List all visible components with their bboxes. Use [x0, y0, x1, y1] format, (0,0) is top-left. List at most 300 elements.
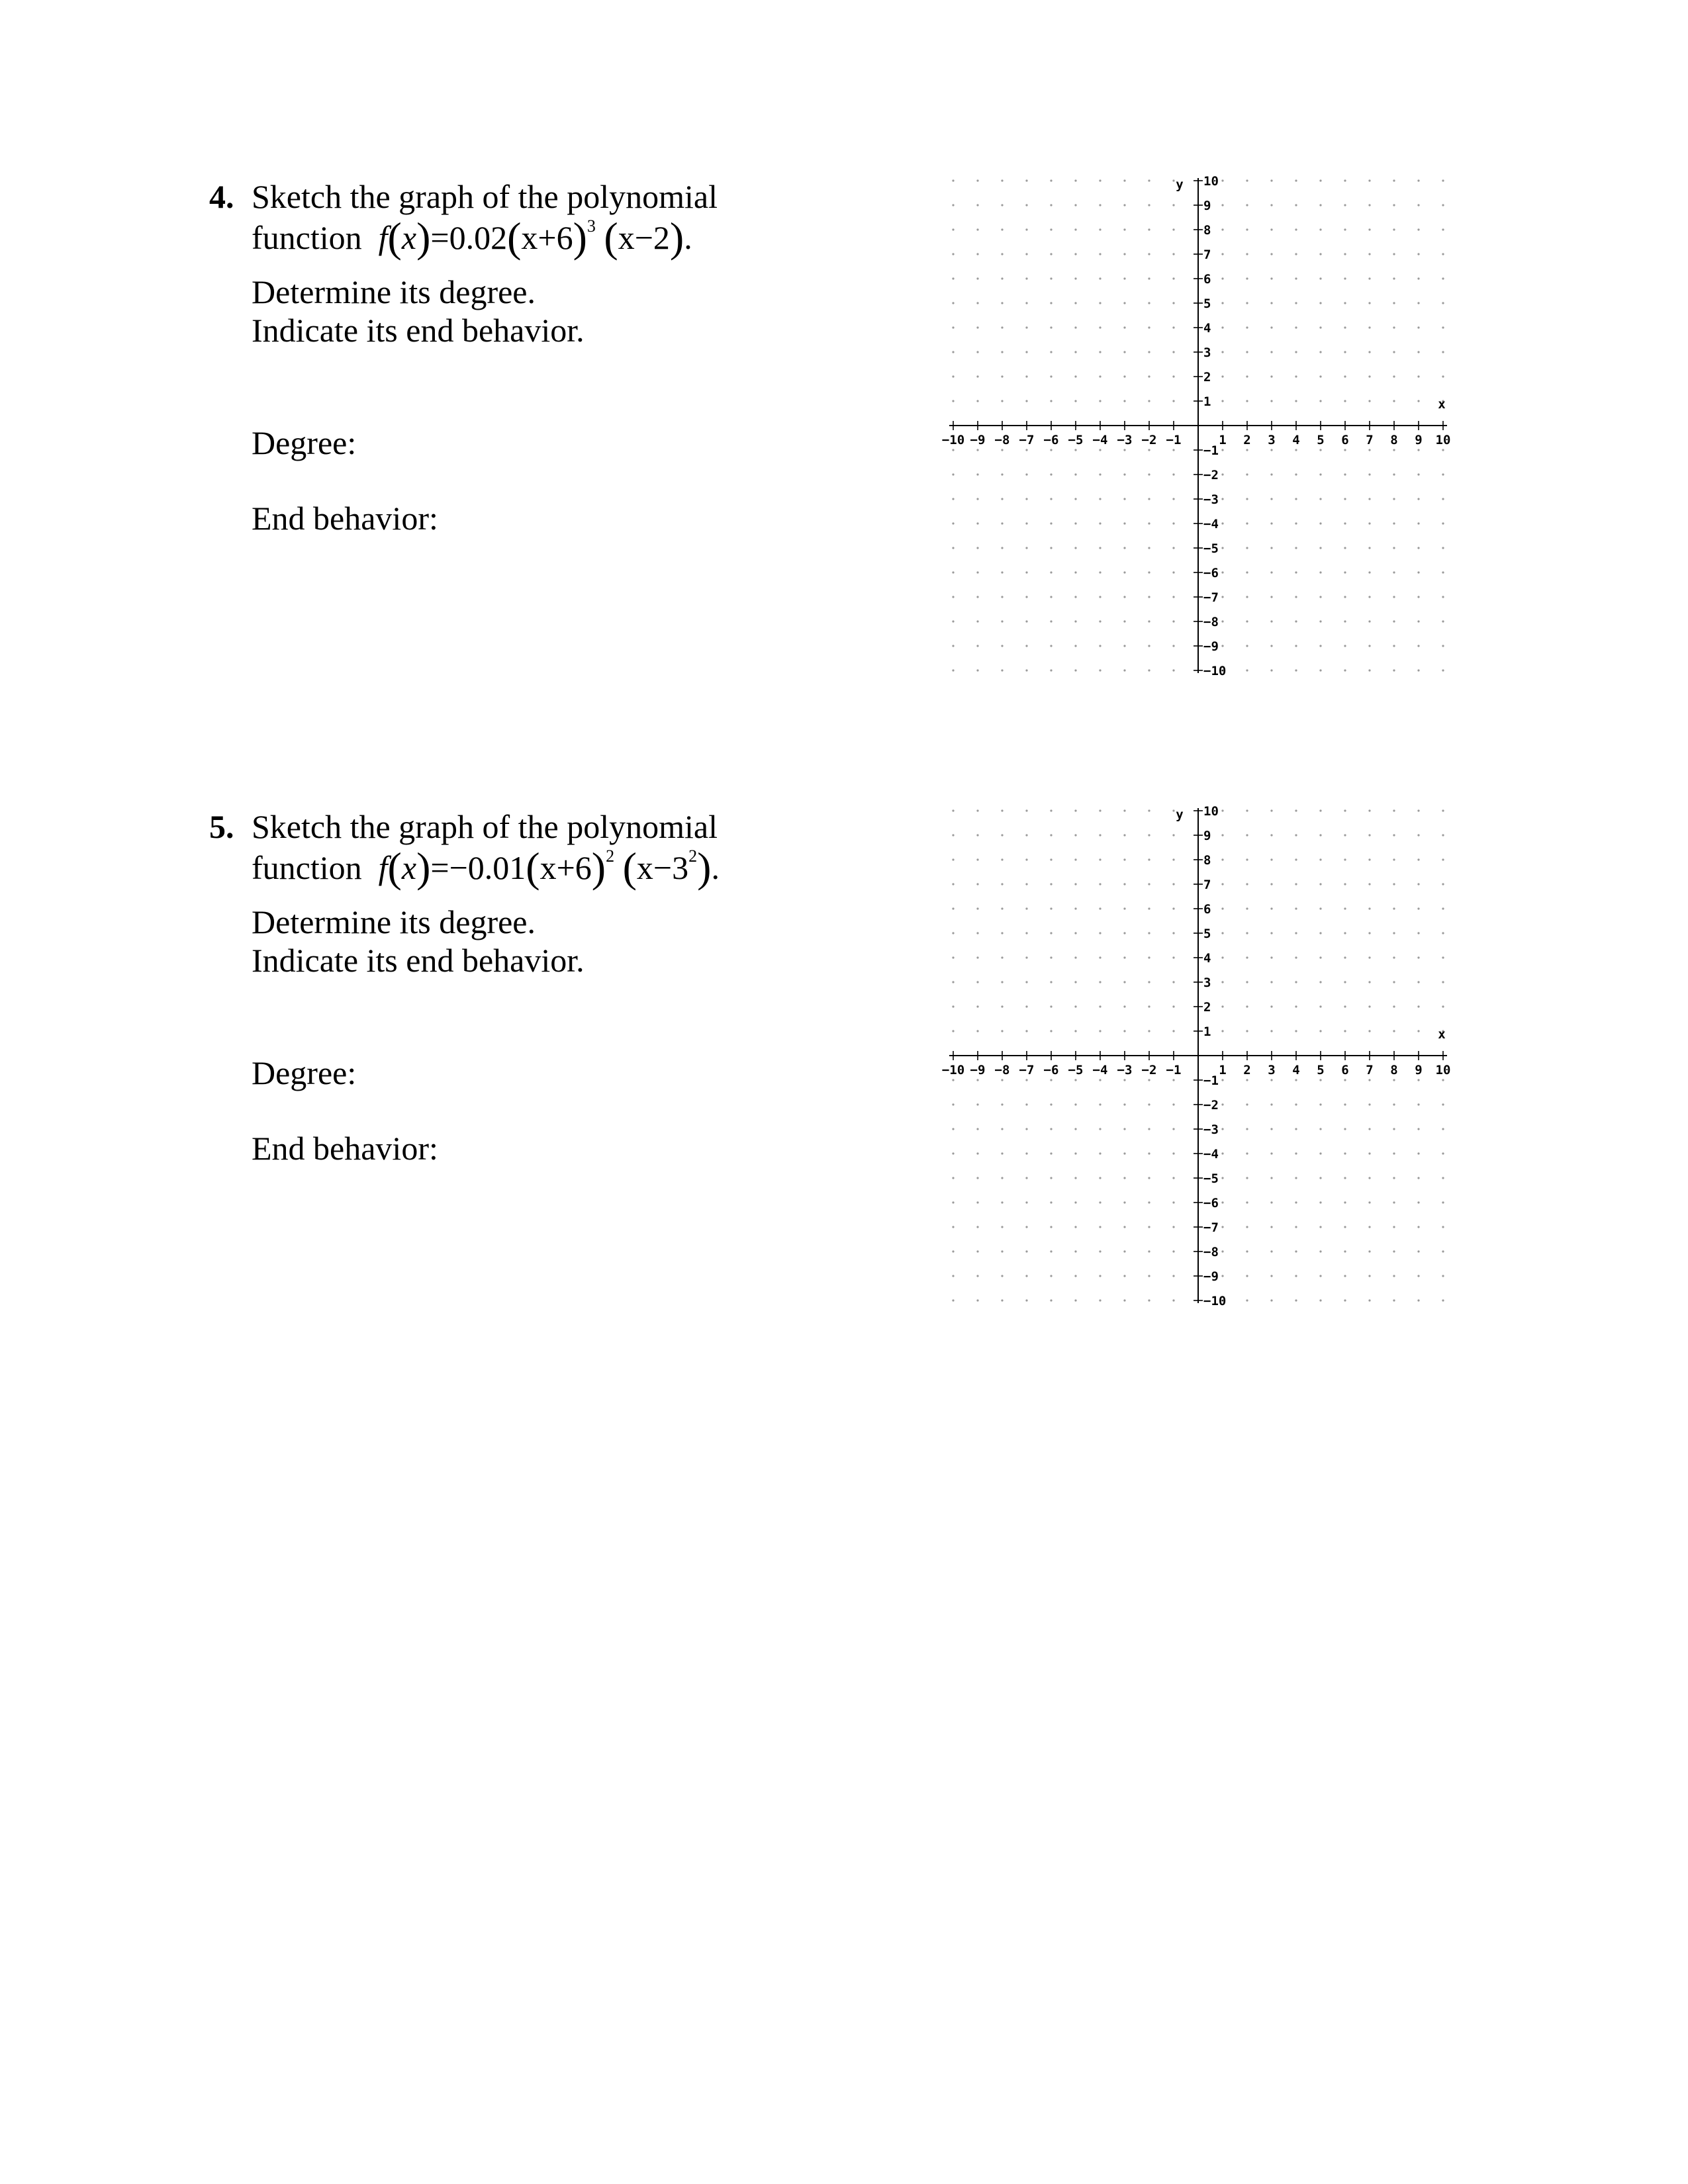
grid-dot: [1050, 228, 1052, 230]
grid-dot: [1368, 1275, 1370, 1277]
grid-dot: [1417, 834, 1419, 836]
grid-dot: [1148, 228, 1150, 230]
grid-dot: [1099, 883, 1101, 885]
grid-dot: [1417, 571, 1419, 573]
grid-dot: [952, 449, 954, 451]
function-formula: function $f(x)=-0.01(x+6)^2$ $(x-3^2)$.: [252, 844, 720, 891]
grid-dot: [1417, 228, 1419, 230]
grid-dot: [1295, 473, 1297, 475]
grid-dot: [1221, 883, 1223, 885]
grid-dot: [1001, 809, 1003, 811]
x-tick-label: 6: [1341, 433, 1349, 447]
grid-dot: [1442, 253, 1444, 255]
grid-dot: [1001, 228, 1003, 230]
end-behavior-label: End behavior:: [252, 1130, 438, 1167]
grid-dot: [1368, 1152, 1370, 1154]
grid-dot: [1344, 351, 1346, 353]
grid-dot: [1246, 1226, 1248, 1228]
grid-dot: [1270, 1226, 1272, 1228]
grid-dot: [1442, 1103, 1444, 1105]
grid-dot: [1123, 1079, 1125, 1081]
grid-dot: [1123, 179, 1125, 181]
grid-dot: [1368, 907, 1370, 909]
grid-dot: [1246, 883, 1248, 885]
grid-dot: [1270, 981, 1272, 983]
grid-dot: [1123, 883, 1125, 885]
grid-dot: [1319, 1299, 1321, 1301]
grid-dot: [1295, 547, 1297, 549]
grid-dot: [1074, 809, 1076, 811]
grid-dot: [1123, 907, 1125, 909]
grid-dot: [1074, 1030, 1076, 1032]
grid-dot: [1099, 571, 1101, 573]
grid-dot: [1270, 375, 1272, 377]
grid-dot: [1344, 375, 1346, 377]
grid-dot: [1368, 473, 1370, 475]
grid-dot: [1442, 449, 1444, 451]
grid-dot: [1295, 302, 1297, 304]
grid-dot: [1295, 253, 1297, 255]
grid-dot: [1025, 571, 1027, 573]
grid-dot: [952, 1201, 954, 1203]
grid-dot: [1368, 449, 1370, 451]
problem-5: [0, 630, 1688, 1308]
grid-dot: [976, 858, 978, 860]
grid-dot: [1001, 1226, 1003, 1228]
grid-dot: [1417, 473, 1419, 475]
grid-dot: [1074, 981, 1076, 983]
grid-dot: [1074, 1299, 1076, 1301]
grid-dot: [1319, 1201, 1321, 1203]
grid-dot: [1148, 498, 1150, 500]
grid-dot: [1123, 1103, 1125, 1105]
x-tick-label: −2: [1141, 1063, 1157, 1077]
grid-dot: [1025, 1275, 1027, 1277]
grid-dot: [1295, 1103, 1297, 1105]
grid-dot: [1319, 204, 1321, 206]
grid-dot: [1025, 326, 1027, 328]
grid-dot: [1393, 932, 1395, 934]
grid-dot: [1001, 1030, 1003, 1032]
grid-dot: [1344, 1250, 1346, 1252]
grid-dot: [1246, 302, 1248, 304]
grid-dot: [1368, 1250, 1370, 1252]
grid-dot: [1270, 1201, 1272, 1203]
y-tick-label: −9: [1203, 1269, 1219, 1284]
grid-dot: [1148, 1103, 1150, 1105]
grid-dot: [1001, 400, 1003, 402]
grid-dot: [1368, 204, 1370, 206]
grid-dot: [1368, 858, 1370, 860]
grid-dot: [1099, 981, 1101, 983]
grid-dot: [1074, 302, 1076, 304]
x-tick-label: 4: [1292, 433, 1300, 447]
grid-dot: [1442, 932, 1444, 934]
grid-dot: [1148, 204, 1150, 206]
grid-dot: [1074, 204, 1076, 206]
grid-dot: [1050, 858, 1052, 860]
x-tick-label: −7: [1019, 433, 1035, 447]
grid-dot: [1050, 1128, 1052, 1130]
grid-dot: [1393, 1128, 1395, 1130]
grid-dot: [1221, 809, 1223, 811]
grid-dot: [976, 1079, 978, 1081]
grid-dot: [1319, 228, 1321, 230]
y-tick-label: 2: [1203, 1000, 1211, 1015]
grid-dot: [1442, 1128, 1444, 1130]
grid-dot: [1442, 473, 1444, 475]
grid-dot: [1368, 956, 1370, 958]
grid-dot: [1074, 883, 1076, 885]
grid-dot: [976, 1177, 978, 1179]
grid-dot: [952, 1275, 954, 1277]
grid-dot: [976, 1005, 978, 1007]
grid-dot: [1099, 1030, 1101, 1032]
grid-dot: [1123, 596, 1125, 598]
grid-dot: [1295, 1152, 1297, 1154]
grid-dot: [1393, 277, 1395, 279]
grid-dot: [1172, 498, 1174, 500]
grid-dot: [1368, 571, 1370, 573]
grid-dot: [952, 277, 954, 279]
grid-dot: [1417, 1103, 1419, 1105]
x-tick-label: 1: [1219, 1063, 1227, 1077]
grid-dot: [1148, 1275, 1150, 1277]
grid-dot: [1123, 956, 1125, 958]
y-tick-label: −6: [1203, 566, 1219, 580]
grid-dot: [1074, 1201, 1076, 1203]
x-tick-label: 8: [1390, 1063, 1398, 1077]
grid-dot: [1417, 1226, 1419, 1228]
grid-dot: [976, 473, 978, 475]
grid-dot: [1221, 571, 1223, 573]
grid-dot: [952, 1250, 954, 1252]
grid-dot: [1123, 253, 1125, 255]
grid-dot: [1270, 858, 1272, 860]
grid-dot: [1221, 858, 1223, 860]
grid-dot: [1442, 351, 1444, 353]
grid-dot: [1442, 571, 1444, 573]
grid-dot: [1074, 1275, 1076, 1277]
grid-dot: [1368, 302, 1370, 304]
grid-dot: [1319, 1152, 1321, 1154]
grid-dot: [1270, 1275, 1272, 1277]
grid-dot: [1417, 1250, 1419, 1252]
grid-dot: [1221, 179, 1223, 181]
grid-dot: [1025, 498, 1027, 500]
grid-dot: [1295, 277, 1297, 279]
grid-dot: [1319, 858, 1321, 860]
grid-dot: [1246, 1030, 1248, 1032]
grid-dot: [1050, 473, 1052, 475]
grid-dot: [1099, 228, 1101, 230]
grid-dot: [1319, 326, 1321, 328]
y-tick-label: 6: [1203, 902, 1211, 917]
grid-dot: [1344, 253, 1346, 255]
grid-dot: [1050, 1005, 1052, 1007]
grid-dot: [1148, 1226, 1150, 1228]
grid-dot: [1417, 1299, 1419, 1301]
grid-dot: [952, 981, 954, 983]
grid-dot: [1270, 547, 1272, 549]
grid-dot: [1393, 375, 1395, 377]
grid-dot: [1001, 449, 1003, 451]
grid-dot: [1025, 1299, 1027, 1301]
grid-dot: [1221, 228, 1223, 230]
grid-dot: [1270, 571, 1272, 573]
grid-dot: [1270, 1299, 1272, 1301]
grid-dot: [952, 228, 954, 230]
grid-dot: [1368, 400, 1370, 402]
grid-dot: [1295, 498, 1297, 500]
grid-dot: [1393, 1226, 1395, 1228]
grid-dot: [1393, 1152, 1395, 1154]
grid-dot: [1344, 1177, 1346, 1179]
grid-dot: [1025, 1005, 1027, 1007]
grid-dot: [1123, 834, 1125, 836]
grid-dot: [1246, 375, 1248, 377]
grid-dot: [952, 858, 954, 860]
grid-svg: [914, 794, 1483, 1317]
grid-dot: [1221, 1201, 1223, 1203]
grid-dot: [1221, 1128, 1223, 1130]
grid-dot: [1393, 400, 1395, 402]
grid-dot: [1074, 326, 1076, 328]
grid-dot: [1246, 981, 1248, 983]
grid-dot: [952, 932, 954, 934]
grid-dot: [1442, 326, 1444, 328]
grid-dot: [1074, 834, 1076, 836]
grid-dot: [1295, 351, 1297, 353]
grid-dot: [1123, 571, 1125, 573]
grid-dot: [1025, 907, 1027, 909]
grid-dot: [1074, 498, 1076, 500]
grid-dot: [1344, 1030, 1346, 1032]
grid-dot: [1074, 1250, 1076, 1252]
grid-dot: [1099, 449, 1101, 451]
grid-dot: [1172, 400, 1174, 402]
grid-dot: [1368, 834, 1370, 836]
grid-dot: [976, 620, 978, 622]
grid-dot: [1172, 981, 1174, 983]
grid-dot: [952, 375, 954, 377]
grid-dot: [1393, 228, 1395, 230]
grid-dot: [1001, 834, 1003, 836]
grid-dot: [1417, 1128, 1419, 1130]
grid-dot: [1319, 907, 1321, 909]
grid-dot: [1099, 596, 1101, 598]
grid-dot: [1050, 277, 1052, 279]
grid-dot: [976, 1226, 978, 1228]
grid-dot: [1148, 1079, 1150, 1081]
grid-dot: [1417, 547, 1419, 549]
y-tick-label: −8: [1203, 615, 1219, 629]
grid-dot: [1270, 400, 1272, 402]
grid-dot: [1001, 1005, 1003, 1007]
x-tick-label: 5: [1317, 433, 1325, 447]
grid-dot: [1442, 834, 1444, 836]
grid-dot: [1025, 858, 1027, 860]
grid-dot: [1172, 834, 1174, 836]
grid-dot: [1319, 1030, 1321, 1032]
grid-dot: [1368, 375, 1370, 377]
grid-dot: [1148, 1005, 1150, 1007]
x-tick-label: −5: [1068, 433, 1084, 447]
grid-dot: [1270, 326, 1272, 328]
grid-dot: [1001, 932, 1003, 934]
grid-dot: [1050, 596, 1052, 598]
grid-dot: [1025, 1128, 1027, 1130]
grid-dot: [1172, 596, 1174, 598]
grid-dot: [976, 809, 978, 811]
grid-dot: [1319, 1177, 1321, 1179]
y-tick-label: −7: [1203, 1220, 1219, 1235]
grid-dot: [1393, 809, 1395, 811]
grid-dot: [1001, 1299, 1003, 1301]
y-tick-label: −10: [1203, 1294, 1227, 1308]
grid-dot: [1442, 1079, 1444, 1081]
grid-dot: [1001, 1128, 1003, 1130]
grid-dot: [1221, 204, 1223, 206]
grid-dot: [1295, 834, 1297, 836]
grid-dot: [1319, 302, 1321, 304]
grid-dot: [952, 1079, 954, 1081]
grid-dot: [1344, 834, 1346, 836]
grid-dot: [1442, 302, 1444, 304]
grid-dot: [976, 228, 978, 230]
grid-dot: [1172, 1226, 1174, 1228]
grid-dot: [1442, 1275, 1444, 1277]
grid-dot: [1148, 277, 1150, 279]
grid-dot: [1417, 932, 1419, 934]
grid-dot: [952, 571, 954, 573]
grid-dot: [1001, 596, 1003, 598]
grid-dot: [1025, 620, 1027, 622]
grid-dot: [1099, 1128, 1101, 1130]
grid-dot: [1246, 1201, 1248, 1203]
coordinate-grid[interactable]: [914, 794, 1483, 1317]
grid-dot: [1099, 1079, 1101, 1081]
grid-dot: [1123, 204, 1125, 206]
grid-dot: [952, 1128, 954, 1130]
grid-dot: [1442, 498, 1444, 500]
grid-dot: [1368, 809, 1370, 811]
grid-dot: [1368, 179, 1370, 181]
grid-dot: [1221, 834, 1223, 836]
grid-dot: [1172, 204, 1174, 206]
grid-dot: [1417, 277, 1419, 279]
grid-dot: [1001, 351, 1003, 353]
grid-dot: [1246, 179, 1248, 181]
grid-dot: [1221, 1275, 1223, 1277]
y-tick-label: −3: [1203, 492, 1219, 507]
grid-dot: [1025, 809, 1027, 811]
grid-dot: [976, 1250, 978, 1252]
x-tick-label: −7: [1019, 1063, 1035, 1077]
grid-dot: [1001, 571, 1003, 573]
grid-dot: [1025, 179, 1027, 181]
grid-dot: [1001, 375, 1003, 377]
grid-dot: [1123, 1177, 1125, 1179]
grid-dot: [1172, 1299, 1174, 1301]
grid-dot: [1270, 596, 1272, 598]
grid-dot: [1074, 449, 1076, 451]
grid-dot: [1221, 277, 1223, 279]
grid-dot: [1123, 981, 1125, 983]
grid-dot: [976, 1103, 978, 1105]
grid-dot: [1393, 351, 1395, 353]
grid-dot: [1417, 1275, 1419, 1277]
grid-dot: [1295, 858, 1297, 860]
grid-dot: [1123, 400, 1125, 402]
grid-dot: [1148, 547, 1150, 549]
grid-dot: [1270, 809, 1272, 811]
grid-dot: [1246, 326, 1248, 328]
grid-dot: [976, 834, 978, 836]
grid-dot: [1221, 326, 1223, 328]
grid-dot: [1344, 326, 1346, 328]
grid-dot: [1270, 1030, 1272, 1032]
grid-dot: [1099, 809, 1101, 811]
grid-dot: [1442, 179, 1444, 181]
grid-dot: [1123, 1299, 1125, 1301]
grid-dot: [976, 326, 978, 328]
grid-dot: [1050, 1250, 1052, 1252]
grid-dot: [1148, 473, 1150, 475]
grid-dot: [1099, 1005, 1101, 1007]
grid-dot: [976, 883, 978, 885]
grid-dot: [1025, 1152, 1027, 1154]
grid-dot: [1344, 498, 1346, 500]
grid-dot: [1442, 375, 1444, 377]
grid-dot: [1442, 596, 1444, 598]
grid-dot: [1099, 1152, 1101, 1154]
grid-dot: [1025, 956, 1027, 958]
grid-dot: [1368, 1030, 1370, 1032]
grid-dot: [1025, 302, 1027, 304]
grid-dot: [1442, 522, 1444, 524]
grid-dot: [1295, 1079, 1297, 1081]
x-tick-label: −10: [941, 433, 965, 447]
grid-dot: [1221, 375, 1223, 377]
grid-dot: [1074, 351, 1076, 353]
problem-prompt: Sketch the graph of the polynomial: [252, 178, 718, 215]
grid-dot: [1393, 1030, 1395, 1032]
grid-dot: [1295, 228, 1297, 230]
grid-dot: [1295, 883, 1297, 885]
grid-dot: [1221, 1152, 1223, 1154]
grid-dot: [1295, 375, 1297, 377]
grid-dot: [1246, 809, 1248, 811]
y-tick-label: 1: [1203, 1024, 1211, 1039]
grid-dot: [1099, 1201, 1101, 1203]
grid-dot: [976, 204, 978, 206]
grid-dot: [1050, 1275, 1052, 1277]
grid-dot: [1099, 858, 1101, 860]
grid-dot: [1368, 981, 1370, 983]
grid-dot: [1172, 858, 1174, 860]
coordinate-grid[interactable]: [914, 164, 1483, 687]
grid-dot: [1344, 228, 1346, 230]
grid-dot: [1417, 1030, 1419, 1032]
grid-dot: [1246, 228, 1248, 230]
grid-dot: [1148, 449, 1150, 451]
grid-dot: [1025, 1226, 1027, 1228]
grid-dot: [1344, 1103, 1346, 1105]
grid-dot: [1393, 620, 1395, 622]
grid-dot: [1393, 473, 1395, 475]
grid-dot: [952, 956, 954, 958]
